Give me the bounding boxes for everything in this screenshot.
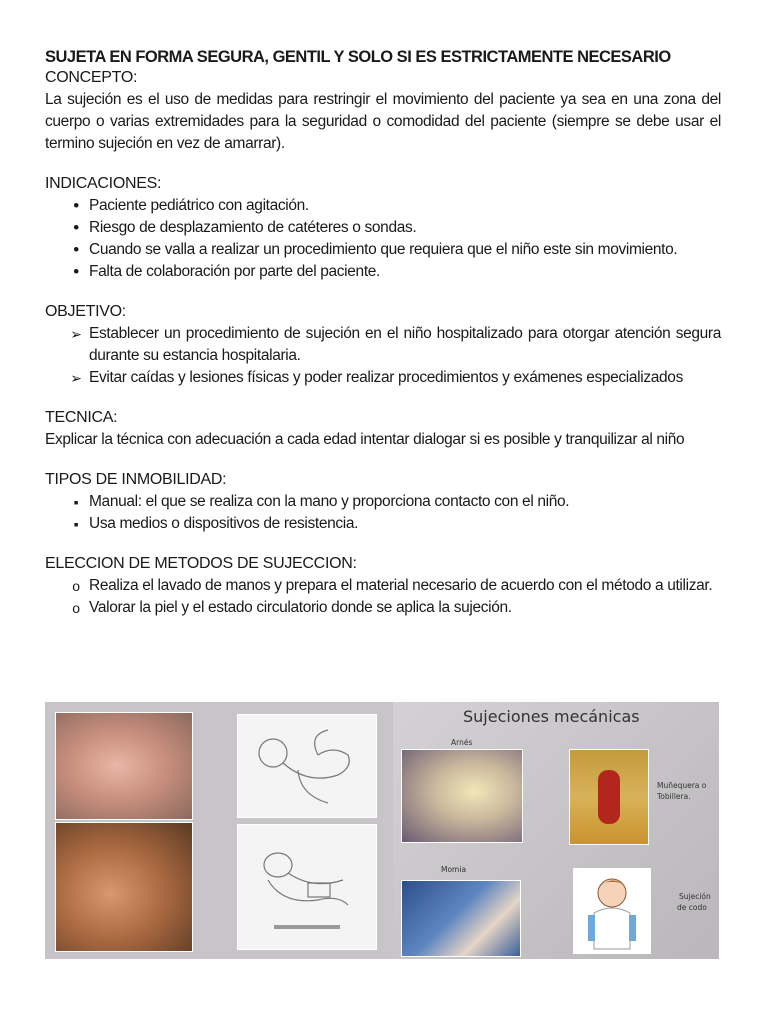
momia-photo xyxy=(401,880,521,957)
indicaciones-list xyxy=(45,195,721,283)
list-item: • Falta de colaboración por parte del paciente. xyxy=(45,261,721,283)
mechanical-restraints-panel xyxy=(393,702,719,959)
munequera-photo xyxy=(569,749,649,845)
list-item: ▪ Manual: el que se realiza con la mano y proporciona contacto con el niño. xyxy=(45,491,721,513)
codo-caption-line2: de codo xyxy=(677,903,707,912)
codo-illustration xyxy=(573,868,651,954)
restraint-sketch-drawing xyxy=(237,824,377,950)
manual-restraint-photo xyxy=(55,822,193,952)
figure-title: Sujeciones mecánicas xyxy=(463,707,640,726)
restraint-sketch-drawing xyxy=(237,714,377,818)
munequera-caption-line1: Muñequera o xyxy=(657,781,707,790)
square-bullet-icon xyxy=(67,491,85,514)
concepto-heading: CONCEPTO: xyxy=(45,69,138,86)
list-item: ▪ Usa medios o dispositivos de resistencia. xyxy=(45,513,721,535)
document-title: SUJETA EN FORMA SEGURA, GENTIL Y SOLO SI ES ESTRICTAMENTE NECESARIO xyxy=(45,48,671,66)
codo-caption-line1: Sujeción xyxy=(679,892,711,901)
list-item: o Valorar la piel y el estado circulatorio donde se aplica la sujeción. xyxy=(45,597,721,619)
eleccion-heading: ELECCION DE METODOS DE SUJECCION: xyxy=(45,555,357,572)
square-bullet-icon xyxy=(67,513,85,536)
restraint-figure xyxy=(45,702,719,959)
hand-restraint-photo xyxy=(55,712,193,820)
objetivo-heading: OBJETIVO: xyxy=(45,303,126,320)
bullet-icon xyxy=(67,195,85,218)
list-item: • Riesgo de desplazamiento de catéteres o sondas. xyxy=(45,217,721,239)
munequera-caption-line2: Tobillera. xyxy=(657,792,691,801)
arnes-caption: Arnés xyxy=(451,738,473,747)
bullet-icon xyxy=(67,261,85,284)
objetivo-list xyxy=(45,323,721,389)
eleccion-list xyxy=(45,575,721,619)
list-item: ➢ Establecer un procedimiento de sujeción en el niño hospitalizado para otorgar atención segura durante su estancia hospitalaria. xyxy=(45,323,721,367)
list-item: o Realiza el lavado de manos y prepara el material necesario de acuerdo con el método a utilizar. xyxy=(45,575,721,597)
indicaciones-heading: INDICACIONES: xyxy=(45,175,162,192)
circle-bullet-icon xyxy=(67,575,85,598)
bullet-icon xyxy=(67,217,85,240)
document-body xyxy=(45,47,721,619)
tipos-heading: TIPOS DE INMOBILIDAD: xyxy=(45,471,227,488)
concepto-text: La sujeción es el uso de medidas para restringir el movimiento del paciente ya sea en una zona del cuerpo o varias extremidades para la seguridad o comodidad del paciente (siempre se debe usar el termino sujeción en vez de amarrar). xyxy=(45,91,721,152)
arrow-bullet-icon xyxy=(67,367,85,390)
tipos-list xyxy=(45,491,721,535)
bullet-icon xyxy=(67,239,85,262)
tecnica-heading: TECNICA: xyxy=(45,409,118,426)
list-item: • Cuando se valla a realizar un procedimiento que requiera que el niño este sin movimiento. xyxy=(45,239,721,261)
arnes-photo xyxy=(401,749,523,843)
tecnica-text: Explicar la técnica con adecuación a cada edad intentar dialogar si es posible y tranquilizar al niño xyxy=(45,431,685,448)
arrow-bullet-icon xyxy=(67,323,85,346)
list-item: ➢ Evitar caídas y lesiones físicas y poder realizar procedimientos y exámenes especializados xyxy=(45,367,721,389)
list-item: • Paciente pediátrico con agitación. xyxy=(45,195,721,217)
circle-bullet-icon xyxy=(67,597,85,620)
momia-caption: Momia xyxy=(441,865,467,874)
